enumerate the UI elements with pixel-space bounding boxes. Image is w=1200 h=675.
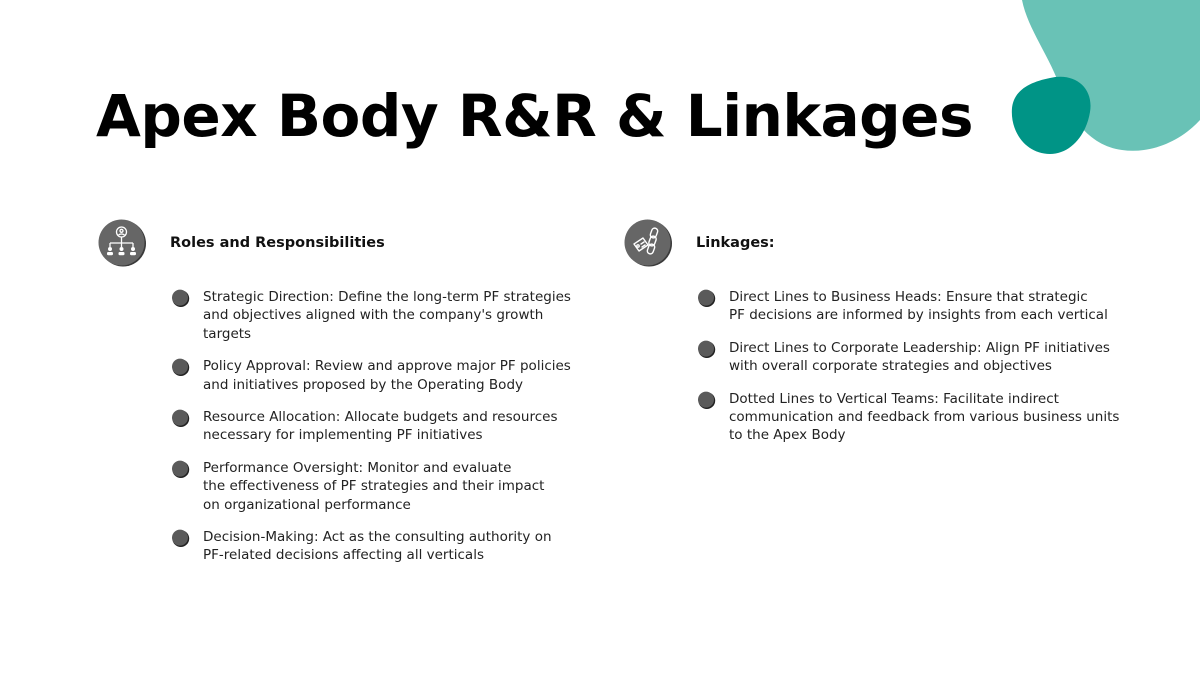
- bullet-dot-icon: [696, 339, 716, 359]
- bullet-dot-icon: [170, 528, 190, 548]
- chain-link-tag-icon: [622, 217, 674, 269]
- list-item: [170, 528, 590, 565]
- list-item: [696, 288, 1136, 325]
- bullet-dot-icon: [696, 288, 716, 308]
- list-item: [170, 288, 590, 343]
- list-item: [170, 408, 590, 445]
- teal-blob-small: [1012, 77, 1091, 154]
- list-item-text: Policy Approval: Review and approve major PF policies and initiatives proposed by the Operating Body: [203, 358, 571, 393]
- list-item-text: Resource Allocation: Allocate budgets and resources necessary for implementing PF initiatives: [203, 409, 558, 444]
- list-item: [696, 339, 1136, 376]
- list-item: [696, 390, 1136, 445]
- list-item: [170, 357, 590, 394]
- bullet-dot-icon: [170, 288, 190, 308]
- org-chart-icon: [96, 217, 148, 269]
- list-item-text: Dotted Lines to Vertical Teams: Facilitate indirect communication and feedback from various business units to the Apex Body: [729, 390, 1120, 444]
- list-item-text: Decision-Making: Act as the consulting authority on PF-related decisions affecting all verticals: [203, 529, 552, 564]
- roles-list: [170, 288, 590, 579]
- bullet-dot-icon: [170, 408, 190, 428]
- bullet-dot-icon: [696, 390, 716, 410]
- linkages-list: [696, 288, 1136, 459]
- list-item-text: Direct Lines to Business Heads: Ensure that strategic PF decisions are informed by insights from each vertical: [729, 289, 1108, 324]
- list-item-text: Performance Oversight: Monitor and evaluate the effectiveness of PF strategies and their impact on organizational performance: [203, 459, 545, 513]
- bullet-dot-icon: [170, 459, 190, 479]
- list-item-text: Strategic Direction: Define the long-term PF strategies and objectives aligned with the company's growth targets: [203, 289, 571, 342]
- list-item-text: Direct Lines to Corporate Leadership: Align PF initiatives with overall corporate strategies and objectives: [729, 339, 1110, 375]
- linkages-heading: Linkages:: [696, 235, 775, 251]
- list-item: [170, 459, 590, 514]
- page-title: Apex Body R&R & Linkages: [96, 82, 974, 150]
- roles-heading: Roles and Responsibilities: [170, 235, 385, 251]
- bullet-dot-icon: [170, 357, 190, 377]
